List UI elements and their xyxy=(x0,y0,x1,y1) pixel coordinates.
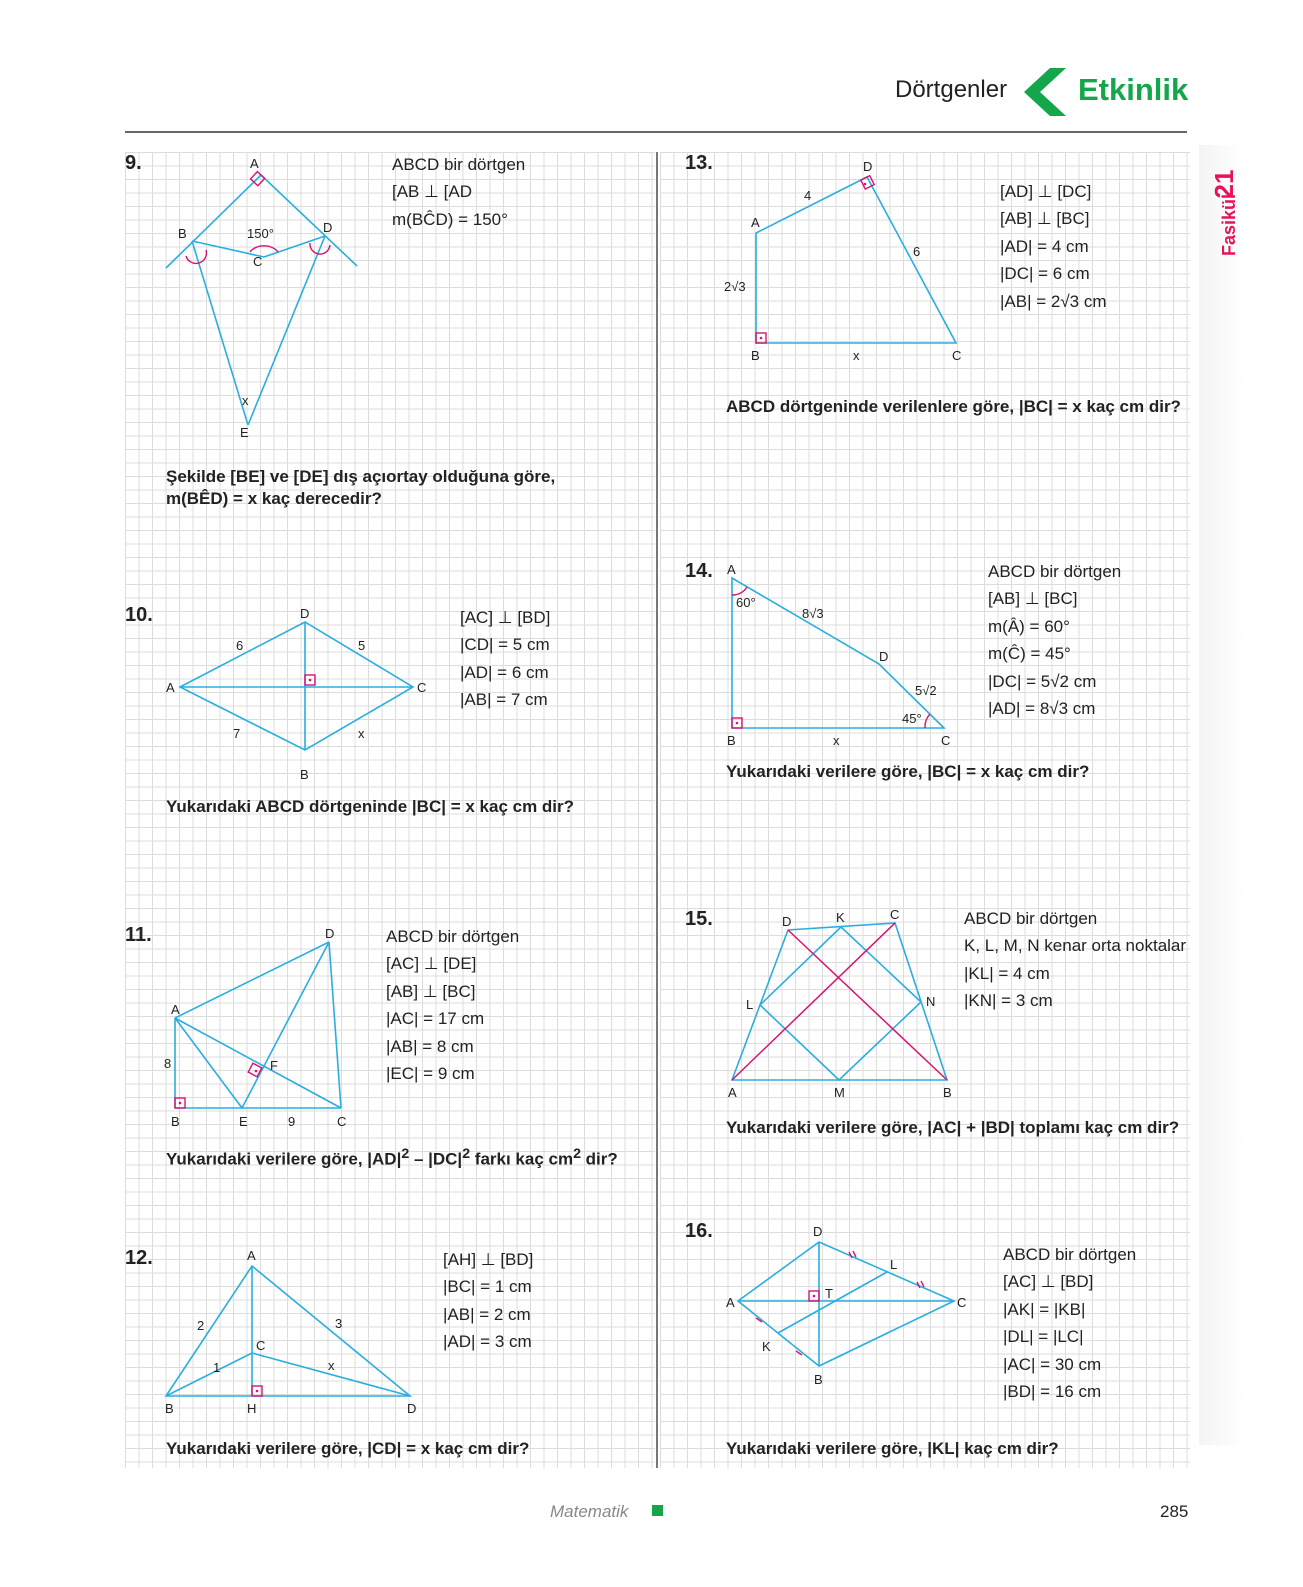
p10-label-x: x xyxy=(358,726,365,741)
problem-11-figure xyxy=(163,925,363,1135)
fasikul-badge xyxy=(1203,154,1243,264)
p15-label-c: C xyxy=(890,907,900,922)
p15-label-k: K xyxy=(836,910,845,925)
p12-label-b: B xyxy=(165,1401,174,1416)
footer-square-icon xyxy=(652,1505,663,1516)
p11-label-9: 9 xyxy=(288,1114,296,1129)
footer-subject: Matematik xyxy=(550,1502,629,1521)
problem-9-figure xyxy=(160,155,360,455)
problem-16-question: Yukarıdaki verilere göre, |KL| kaç cm dir? xyxy=(726,1439,1059,1458)
column-divider xyxy=(656,152,658,1468)
p16-label-d: D xyxy=(813,1224,823,1239)
p13-label-2root3: 2√3 xyxy=(724,279,746,294)
p11-label-f: F xyxy=(270,1058,278,1073)
activity-label: Etkinlik xyxy=(1078,72,1189,107)
problem-9-number: 9. xyxy=(125,152,142,174)
problem-16-given: ABCD bir dörtgen [AC] ⊥ [BD] |AK| = |KB| |DL| = |LC| |AC| = 30 cm |BD| = 16 cm xyxy=(1003,1245,1137,1402)
p11-label-e: E xyxy=(239,1114,248,1129)
p15-label-d: D xyxy=(782,914,792,929)
p13-label-6: 6 xyxy=(913,244,921,259)
problem-15-figure xyxy=(722,905,962,1105)
problem-11-given: ABCD bir dörtgen [AC] ⊥ [DE] [AB] ⊥ [BC] |AC| = 17 cm |AB| = 8 cm |EC| = 9 cm xyxy=(386,927,520,1084)
p10-label-c: C xyxy=(417,680,427,695)
p14-label-b: B xyxy=(727,733,736,748)
p16-label-c: C xyxy=(957,1295,967,1310)
problem-13-figure xyxy=(720,155,970,365)
p13-label-4: 4 xyxy=(804,188,812,203)
header-divider xyxy=(125,131,1187,133)
problem-12-question: Yukarıdaki verilere göre, |CD| = x kaç cm dir? xyxy=(166,1439,530,1458)
p12-label-3: 3 xyxy=(335,1316,343,1331)
p16-label-l: L xyxy=(890,1257,898,1272)
problem-12-given: [AH] ⊥ [BD] |BC| = 1 cm |AB| = 2 cm |AD| = 3 cm xyxy=(443,1250,534,1352)
p16-label-b: B xyxy=(814,1372,823,1387)
p14-label-x: x xyxy=(833,733,840,748)
problem-16-figure xyxy=(722,1222,972,1402)
p12-label-a: A xyxy=(247,1248,256,1263)
problem-13-question: ABCD dörtgeninde verilenlere göre, |BC| = x kaç cm dir? xyxy=(726,397,1181,416)
p15-label-l: L xyxy=(746,997,754,1012)
p14-label-a: A xyxy=(727,562,736,577)
problem-12-number: 12. xyxy=(125,1247,153,1269)
problem-11-question: Yukarıdaki verilere göre, $|AD|^2 - |DC|^2$ farkı kaç $cm^2$ dir? xyxy=(166,1146,618,1169)
p12-label-d: D xyxy=(407,1401,417,1416)
problem-11-number: 11. xyxy=(125,924,152,946)
problem-10-figure xyxy=(165,605,435,785)
p14-label-45: 45° xyxy=(902,711,922,726)
p9-label-a: A xyxy=(250,156,259,171)
p12-label-x: x xyxy=(328,1358,335,1373)
section-title: Dörtgenler xyxy=(895,76,1008,103)
p13-label-d: D xyxy=(863,159,873,174)
p16-label-a: A xyxy=(726,1295,735,1310)
problem-15-question: Yukarıdaki verilere göre, |AC| + |BD| toplamı kaç cm dir? xyxy=(726,1118,1180,1137)
p10-label-5: 5 xyxy=(358,638,366,653)
problem-16-number: 16. xyxy=(685,1220,713,1242)
fasikul-number: 21 xyxy=(1209,169,1239,199)
p11-label-d: D xyxy=(325,926,335,941)
page-number: 285 xyxy=(1160,1502,1189,1521)
problem-10-question: Yukarıdaki ABCD dörtgeninde |BC| = x kaç cm dir? xyxy=(166,797,575,816)
p13-label-b: B xyxy=(751,348,760,363)
problem-9-question: Şekilde [BE] ve [DE] dış açıortay olduğuna göre, m(BÊD) = x kaç derecedir? xyxy=(166,467,556,508)
p11-label-c: C xyxy=(337,1114,347,1129)
p14-label-8root3: 8√3 xyxy=(802,606,824,621)
chevron-left-icon xyxy=(1022,68,1068,116)
p10-label-a: A xyxy=(166,680,175,695)
problem-14-number: 14. xyxy=(685,560,713,582)
p12-label-2: 2 xyxy=(197,1318,205,1333)
p14-label-c: C xyxy=(941,733,951,748)
p10-label-6: 6 xyxy=(236,638,244,653)
p10-label-d: D xyxy=(300,606,310,621)
p15-label-a: A xyxy=(728,1085,737,1100)
p14-label-60: 60° xyxy=(736,595,756,610)
problem-14-given: ABCD bir dörtgen [AB] ⊥ [BC] m(Â) = 60° m(Ĉ) = 45° |DC| = 5√2 cm |AD| = 8√3 cm xyxy=(988,562,1122,719)
p9-label-b: B xyxy=(178,226,187,241)
p9-label-d: D xyxy=(323,220,333,235)
p13-label-x: x xyxy=(853,348,860,363)
sidebar-strip xyxy=(1199,145,1245,1445)
p15-label-b: B xyxy=(943,1085,952,1100)
problem-10-number: 10. xyxy=(125,604,153,626)
p11-label-b: B xyxy=(171,1114,180,1129)
p13-label-a: A xyxy=(751,215,760,230)
problem-13-given: [AD] ⊥ [DC] [AB] ⊥ [BC] |AD| = 4 cm |DC| = 6 cm |AB| = 2√3 cm xyxy=(1000,182,1107,311)
problem-12-figure xyxy=(162,1246,432,1416)
p10-label-b: B xyxy=(300,767,309,782)
problem-14-question: Yukarıdaki verilere göre, |BC| = x kaç cm dir? xyxy=(726,762,1090,781)
problem-10-given: [AC] ⊥ [BD] |CD| = 5 cm |AD| = 6 cm |AB| = 7 cm xyxy=(460,608,551,710)
problem-13-number: 13. xyxy=(685,152,713,174)
p11-label-a: A xyxy=(171,1002,180,1017)
problem-14-figure xyxy=(722,560,962,750)
p9-label-e: E xyxy=(240,425,249,440)
p13-label-c: C xyxy=(952,348,962,363)
p12-label-c: C xyxy=(256,1338,266,1353)
problem-15-given: ABCD bir dörtgen K, L, M, N kenar orta noktalar |KL| = 4 cm |KN| = 3 cm xyxy=(964,909,1187,1011)
problem-9-given: ABCD bir dörtgen [AB ⊥ [AD m(BĈD) = 150° xyxy=(392,155,526,229)
p11-label-8: 8 xyxy=(164,1056,172,1071)
p10-label-7: 7 xyxy=(233,726,241,741)
p14-label-d: D xyxy=(879,649,889,664)
p9-label-angle: 150° xyxy=(247,226,274,241)
p9-label-c: C xyxy=(253,254,263,269)
fasikul-label: Fasikül xyxy=(1219,193,1239,256)
p14-label-5root2: 5√2 xyxy=(915,683,937,698)
p16-label-k: K xyxy=(762,1339,771,1354)
p9-label-x: x xyxy=(242,393,249,408)
p15-label-m: M xyxy=(834,1085,845,1100)
p16-label-t: T xyxy=(825,1286,833,1301)
p12-label-h: H xyxy=(247,1401,257,1416)
p12-label-1: 1 xyxy=(213,1360,221,1375)
problem-15-number: 15. xyxy=(685,908,713,930)
p15-label-n: N xyxy=(926,994,936,1009)
